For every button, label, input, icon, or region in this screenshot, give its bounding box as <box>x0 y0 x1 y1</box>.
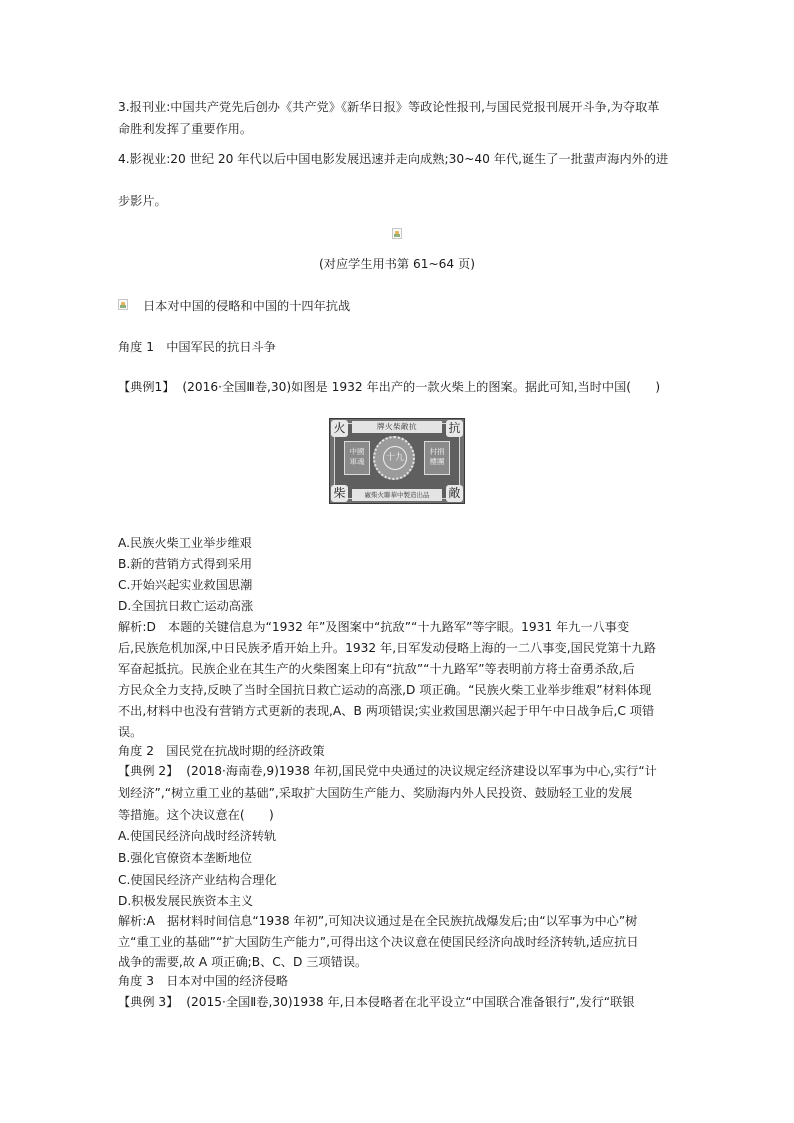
angle-2-title: 角度 2 国民党在抗战时期的经济政策 <box>118 744 325 758</box>
example-1-tag: 【典例1】 <box>118 380 175 394</box>
topic-heading <box>118 297 350 315</box>
matchbox-corner-tr: 抗 <box>446 420 463 437</box>
example-2-option-a: A.使国民经济向战时经济转轨 <box>118 829 277 843</box>
example-1-option-d: D.全国抗日救亡运动高涨 <box>118 599 254 613</box>
matchbox-corner-br: 敵 <box>446 485 463 502</box>
broken-image-icon <box>118 299 128 310</box>
topic-heading-text: 日本对中国的侵略和中国的十四年抗战 <box>143 299 351 313</box>
intro-item-4-cont: 步影片。 <box>118 194 167 208</box>
matchbox-center-emblem <box>373 436 415 480</box>
matchbox-center-text: 十九 <box>383 446 407 470</box>
matchbox-corner-tl: 火 <box>331 420 348 437</box>
intro-item-3: 3.报刊业:中国共产党先后创办《共产党》《新华日报》等政论性报刊,与国民党报刊展开斗争,为夺取革 <box>118 100 660 114</box>
broken-image-icon <box>392 228 402 239</box>
matchbox-corner-bl: 柴 <box>331 485 348 502</box>
matchbox-top-text: 牌火柴敵抗 <box>352 421 442 433</box>
example-1-option-b: B.新的营销方式得到采用 <box>118 557 253 571</box>
example-2-question-cont: 等措施。这个决议意在( ) <box>118 808 274 822</box>
matchbox-bottom-text: 廠柴火聯華中製造出品 <box>352 489 442 501</box>
example-1-analysis-line: 后,民族危机加深,中日民族矛盾开始上升。1932 年,日军发动侵略上海的一二八事变,国民党第十九路 <box>118 641 656 655</box>
example-1-option-a: A.民族火柴工业举步维艰 <box>118 536 252 550</box>
example-2-analysis-line: 解析:A 据材料时间信息“1938 年初”,可知决议通过是在全民族抗战爆发后;由“以军事为中心”树 <box>118 914 638 928</box>
example-2-option-b: B.强化官僚资本垄断地位 <box>118 851 253 865</box>
example-3-question <box>118 993 678 1011</box>
example-3-tag: 【典例 3】 <box>118 995 179 1009</box>
example-2-question <box>118 762 678 780</box>
intro-item-4: 4.影视业:20 世纪 20 年代以后中国电影发展迅速并走向成熟;30~40 年代,诞生了一批蜚声海内外的进 <box>118 152 669 166</box>
example-1-option-c: C.开始兴起实业救国思潮 <box>118 578 253 592</box>
example-2-analysis-line: 战争的需要,故 A 项正确;B、C、D 三项错误。 <box>118 955 368 969</box>
example-1-analysis-line: 军奋起抵抗。民族企业在其生产的火柴图案上印有“抗敌”“十九路军”等表明前方将士奋勇杀敌,后 <box>118 662 635 676</box>
intro-item-3-cont: 命胜利发挥了重要作用。 <box>118 122 253 136</box>
example-1-question <box>118 378 678 396</box>
example-1-analysis-line: 不出,材料中也没有营销方式更新的表现,A、B 两项错误;实业救国思潮兴起于甲午中日战争后,C 项错 <box>118 704 655 718</box>
angle-1-title: 角度 1 中国军民的抗日斗争 <box>118 340 276 354</box>
angle-3-title: 角度 3 日本对中国的经济侵略 <box>118 974 289 988</box>
example-3-question-text: (2015·全国Ⅱ卷,30)1938 年,日本侵略者在北平设立“中国联合准备银行”,发行“联银 <box>186 995 635 1009</box>
example-2-tag: 【典例 2】 <box>118 764 179 778</box>
example-2-option-c: C.使国民经济产业结构合理化 <box>118 873 277 887</box>
matchbox-right-panel: 村捐 樓團 <box>424 441 450 475</box>
example-2-question-text: (2018·海南卷,9)1938 年初,国民党中央通过的决议规定经济建设以军事为中心,实行“计 <box>186 764 657 778</box>
example-2-question-cont: 划经济”,“树立重工业的基础”,采取扩大国防生产能力、奖励海内外人民投资、鼓励轻工业的发展 <box>118 786 633 800</box>
reference-line: (对应学生用书第 61~64 页) <box>319 257 475 271</box>
example-2-analysis-line: 立“重工业的基础”“扩大国防生产能力”,可得出这个决议意在使国民经济向战时经济转轨,适应抗日 <box>118 935 639 949</box>
example-2-option-d: D.积极发展民族资本主义 <box>118 894 254 908</box>
matchbox-label-image <box>329 418 465 504</box>
example-1-analysis-line: 方民众全力支持,反映了当时全国抗日救亡运动的高涨,D 项正确。“民族火柴工业举步维艰”材料体现 <box>118 683 652 697</box>
example-1-analysis-line: 解析:D 本题的关键信息为“1932 年”及图案中“抗敌”“十九路军”等字眼。1931 年九一八事变 <box>118 620 630 634</box>
example-1-question-text: (2016·全国Ⅲ卷,30)如图是 1932 年出产的一款火柴上的图案。据此可知,当时中国( ) <box>182 380 661 394</box>
matchbox-left-panel: 中國 軍魂 <box>344 441 370 475</box>
example-1-analysis-line: 误。 <box>118 725 143 739</box>
